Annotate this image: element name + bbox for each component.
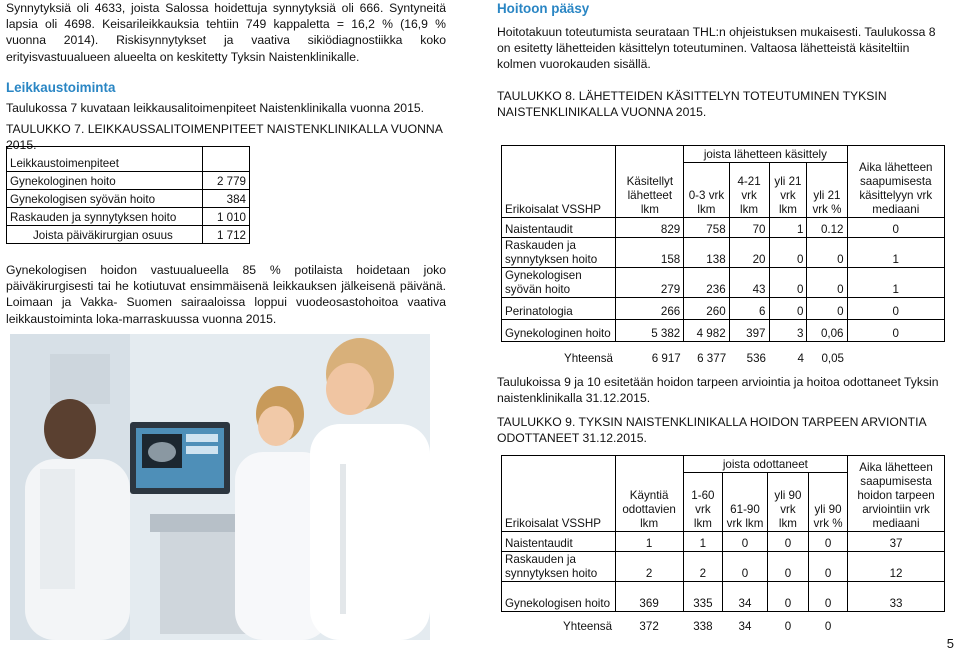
table8-cell-c1: 138 (684, 238, 729, 268)
table-row (7, 147, 250, 172)
table8-sum-c2: 536 (746, 351, 766, 365)
table9-header-c3: yli 90 vrk lkm (767, 473, 808, 532)
table8-cell-c2: 43 (729, 268, 769, 298)
section-heading-hoitoon-paasy: Hoitoon pääsy (497, 1, 590, 16)
table8-sum-label: Yhteensä (563, 351, 613, 365)
table9-cell-c2: 0 (723, 552, 768, 582)
page-number: 5 (946, 636, 954, 651)
table7-title: TAULUKKO 7. LEIKKAUSSALITOIMENPITEET NAISTENKLINIKALLA VUONNA 2015. (6, 122, 443, 153)
table9-cell-c1: 2 (683, 552, 722, 582)
table7-row-value: 2 779 (203, 172, 250, 190)
table9-sum-c4: 0 (824, 619, 832, 633)
table8-sum-total: 6 917 (651, 351, 681, 365)
table9-cell-median: 33 (848, 582, 945, 612)
table8-cell-median: 1 (847, 268, 944, 298)
table9-sum-c1: 338 (693, 619, 713, 633)
table8-cell-median: 0 (847, 320, 944, 342)
table-row (502, 218, 945, 238)
table8-cell-unit: Raskauden ja synnytyksen hoito (502, 238, 616, 268)
table8-cell-median: 0 (847, 298, 944, 320)
table8-header-median: Aika lähetteen saapumisesta käsittelyyn vrk mediaani (847, 146, 944, 218)
table8-header-c2: 4-21 vrk lkm (729, 163, 769, 218)
table8-cell-c4: 0,06 (807, 320, 847, 342)
intro-paragraph: Synnytyksiä oli 4633, joista Salossa hoidettuja synnytyksiä oli 666. Syntyneitä lapsia oli 4698. Keisarileikkauksia tehtiin 749 kappaletta = 16,2 % (16,9 % vuonna 2014). Riskisynnytykset ja vaativa sikiödiagnostiikka koko erityisvastuualueen alueelta on keskitetty Tyksin Naistenklinikalle. (6, 1, 446, 64)
table8-cell-c3: 0 (769, 238, 807, 268)
table9-cell-c4: 0 (809, 582, 848, 612)
table-header-row (502, 456, 945, 473)
table9-cell-c3: 0 (767, 532, 808, 552)
table8-cell-c2: 20 (729, 238, 769, 268)
table9-sum-label: Yhteensä (563, 619, 613, 633)
table7-row-label: Raskauden ja synnytyksen hoito (7, 208, 203, 226)
table-row (7, 226, 250, 244)
table8-header-total: Käsitellyt lähetteet lkm (616, 146, 684, 218)
table-row (7, 190, 250, 208)
table8-cell-total: 829 (616, 218, 684, 238)
surgery-paragraph: Gynekologisen hoidon vastuualueella 85 % potilaista hoidetaan joko päiväkirurgisesti tai he kotiutuvat ensimmäisenä leikkauksen jälkeisenä päivänä. Loimaan ja Vakka- Suomen sairaaloissa loppui vuodeosastohoitoa vaativa leikkaustoiminta loka-marraskuussa vuonna 2015. (6, 263, 446, 326)
table7-row-value: 384 (203, 190, 250, 208)
table-row (502, 268, 945, 298)
table8-cell-total: 158 (616, 238, 684, 268)
table9-cell-unit: Gynekologisen hoito (502, 582, 616, 612)
table7-header: Leikkaustoimenpiteet (7, 147, 203, 172)
table9-group-header: joista odottaneet (683, 456, 847, 473)
table9-cell-total: 1 (615, 532, 683, 552)
table7-row-value: 1 712 (203, 226, 250, 244)
table8-cell-total: 279 (616, 268, 684, 298)
table9-sum-total: 372 (639, 619, 659, 633)
table9-cell-c1: 1 (683, 532, 722, 552)
table8-cell-c3: 0 (769, 268, 807, 298)
table8-cell-c4: 0 (807, 268, 847, 298)
table9-sum-c2: 34 (738, 619, 752, 633)
table7-row-label: Gynekologisen syövän hoito (7, 190, 203, 208)
table8-cell-unit: Perinatologia (502, 298, 616, 320)
table8-header-unit: Erikoisalat VSSHP (502, 146, 616, 218)
table8-cell-c4: 0.12 (807, 218, 847, 238)
table9-cell-median: 12 (848, 552, 945, 582)
hospital-photo (10, 334, 430, 640)
table9-cell-c3: 0 (767, 552, 808, 582)
table8-header-c4: yli 21 vrk % (807, 163, 847, 218)
table-row (502, 320, 945, 342)
table8-cell-median: 1 (847, 238, 944, 268)
table9 (501, 455, 945, 634)
table8-cell-c4: 0 (807, 238, 847, 268)
table9-title: TAULUKKO 9. TYKSIN NAISTENKLINIKALLA HOIDON TARPEEN ARVIONTIA ODOTTANEET 31.12.2015. (497, 415, 926, 446)
table8-cell-c2: 397 (729, 320, 769, 342)
table8-sum-c3: 4 (797, 351, 804, 365)
table9-cell-total: 369 (615, 582, 683, 612)
table9-header-median: Aika lähetteen saapumisesta hoidon tarpeen arviointiin vrk mediaani (848, 456, 945, 532)
table9-cell-c2: 0 (723, 532, 768, 552)
table8-header-c3: yli 21 vrk lkm (769, 163, 807, 218)
tables-9-10-intro: Taulukoissa 9 ja 10 esitetään hoidon tarpeen arviointia ja hoitoa odottaneet Tyksin naistenklinikalla 31.12.2015. (497, 375, 939, 406)
table8-cell-unit: Naistentaudit (502, 218, 616, 238)
table9-cell-unit: Naistentaudit (502, 532, 616, 552)
table8-header-c1: 0-3 vrk lkm (684, 163, 729, 218)
table9-cell-c1: 335 (683, 582, 722, 612)
table8-cell-c1: 236 (684, 268, 729, 298)
table8-cell-c1: 758 (684, 218, 729, 238)
table9-header-c4: yli 90 vrk % (809, 473, 848, 532)
table-row (7, 208, 250, 226)
table9-cell-unit: Raskauden ja synnytyksen hoito (502, 552, 616, 582)
table8-cell-c2: 70 (729, 218, 769, 238)
table8-title: TAULUKKO 8. LÄHETTEIDEN KÄSITTELYN TOTEUTUMINEN TYKSIN NAISTENKLINIKALLA VUONNA 2015. (497, 89, 887, 120)
table9-cell-c4: 0 (809, 552, 848, 582)
table9-header-total: Käyntiä odottavien lkm (615, 456, 683, 532)
table9-header-c1: 1-60 vrk lkm (683, 473, 722, 532)
table9-cell-c3: 0 (767, 582, 808, 612)
table-row (502, 532, 945, 552)
table9-sum-c3: 0 (784, 619, 792, 633)
table9-cell-median: 37 (848, 532, 945, 552)
table-row (502, 552, 945, 582)
table8-cell-unit: Gynekologinen hoito (502, 320, 616, 342)
table9-cell-c4: 0 (809, 532, 848, 552)
table8-cell-c3: 0 (769, 298, 807, 320)
table9-header-c2: 61-90 vrk lkm (723, 473, 768, 532)
table8-cell-c1: 4 982 (684, 320, 729, 342)
table8-cell-total: 5 382 (616, 320, 684, 342)
section-heading-leikkaustoiminta: Leikkaustoiminta (6, 80, 116, 95)
table8-cell-c1: 260 (684, 298, 729, 320)
table8-cell-median: 0 (847, 218, 944, 238)
table8-cell-unit: Gynekologisen syövän hoito (502, 268, 616, 298)
table9-cell-c2: 34 (723, 582, 768, 612)
table7-intro: Taulukossa 7 kuvataan leikkausalitoimenpiteet Naistenklinikalla vuonna 2015. (6, 101, 425, 115)
table-header-row (502, 146, 945, 163)
table8 (501, 145, 945, 366)
table-row (502, 582, 945, 612)
table8-cell-c2: 6 (729, 298, 769, 320)
table8-cell-c4: 0 (807, 298, 847, 320)
table8-sum-c1: 6 377 (697, 351, 727, 365)
table8-cell-total: 266 (616, 298, 684, 320)
table7-row-label: Joista päiväkirurgian osuus (7, 226, 203, 244)
table7-row-value: 1 010 (203, 208, 250, 226)
table8-cell-c3: 1 (769, 218, 807, 238)
table-sum-row (502, 612, 945, 634)
table-row (502, 238, 945, 268)
table-row (502, 298, 945, 320)
table7-row-label: Gynekologinen hoito (7, 172, 203, 190)
hoitoon-paasy-intro: Hoitotakuun toteutumista seurataan THL:n ohjeistuksen mukaisesti. Taulukossa 8 on esitetty lähetteiden käsittelyn toteutuminen. Valtaosa lähetteistä käsiteltiin kolmen vuorokauden sisällä. (497, 25, 936, 72)
table8-cell-c3: 3 (769, 320, 807, 342)
table8-group-header: joista lähetteen käsittely (684, 146, 847, 163)
table-row (7, 172, 250, 190)
table9-cell-total: 2 (615, 552, 683, 582)
table-sum-row (502, 342, 945, 366)
doctors-at-ultrasound-illustration (10, 334, 430, 640)
table8-sum-c4: 0,05 (821, 351, 845, 365)
table7 (6, 146, 250, 244)
table9-header-unit: Erikoisalat VSSHP (502, 456, 616, 532)
